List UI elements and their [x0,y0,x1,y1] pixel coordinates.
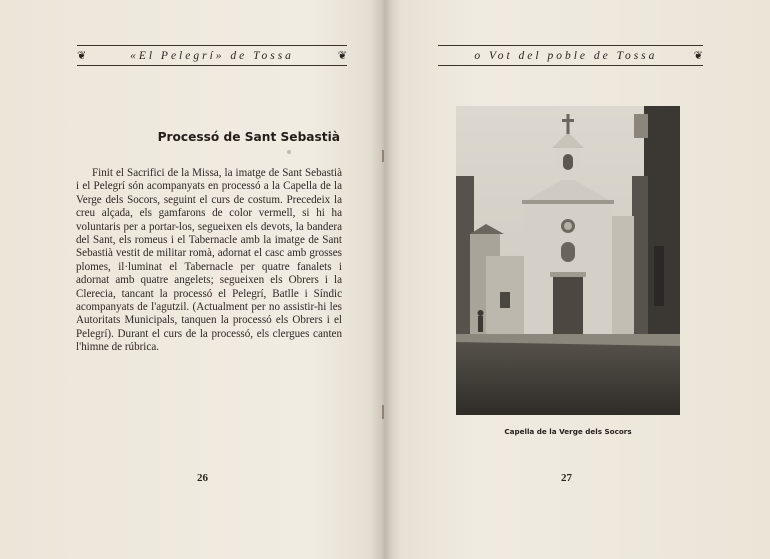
body-paragraph: Finit el Sacrifici de la Missa, la imatge de Sant Sebastià i el Pelegrí són acompanyats en processó a la Capella de la Verge dels Socors, seguint el curs de costum. Precedeix la creu alçada, els gamfarons de color vermell, si hi ha voluntaris per a portar-los, segueixen els devots, la bandera del Sant, els romeus i el Tabernacle amb la imatge de Sant Sebastià vestit de militar romà, adornat el casc amb grosses plomes, il·luminat el Tabernacle per quatre fanalets i adornat amb quatre angelets; segueixen els Obrers i la Clerecia, tancant la processó el Pelegrí, Batlle i Síndic acompanyats de l'agutzil. (Actualment per no assistir-hi les Autoritats Municipals, tanquen la processó els Obrers i el Pelegrí). Durant el curs de la processó, els clergues canten l'himne de rúbrica. [76,167,342,354]
ornament-dot [287,150,291,154]
fleuron-icon: ❦ [337,50,347,62]
page-number: 27 [561,472,572,484]
chapel-illustration [456,106,680,415]
right-page [385,0,770,559]
running-head-left [77,45,347,66]
section-title: Processó de Sant Sebastià [157,130,340,144]
running-head-title: o Vot del poble de Tossa [474,49,658,62]
fleuron-icon: ❦ [693,50,703,62]
photo-caption: Capella de la Verge dels Socors [504,427,632,436]
running-head-title: «El Pelegrí» de Tossa [130,49,294,62]
fleuron-icon: ❦ [77,50,87,62]
running-head-right [438,45,703,66]
chapel-photo [456,106,680,415]
page-number: 26 [197,472,208,484]
